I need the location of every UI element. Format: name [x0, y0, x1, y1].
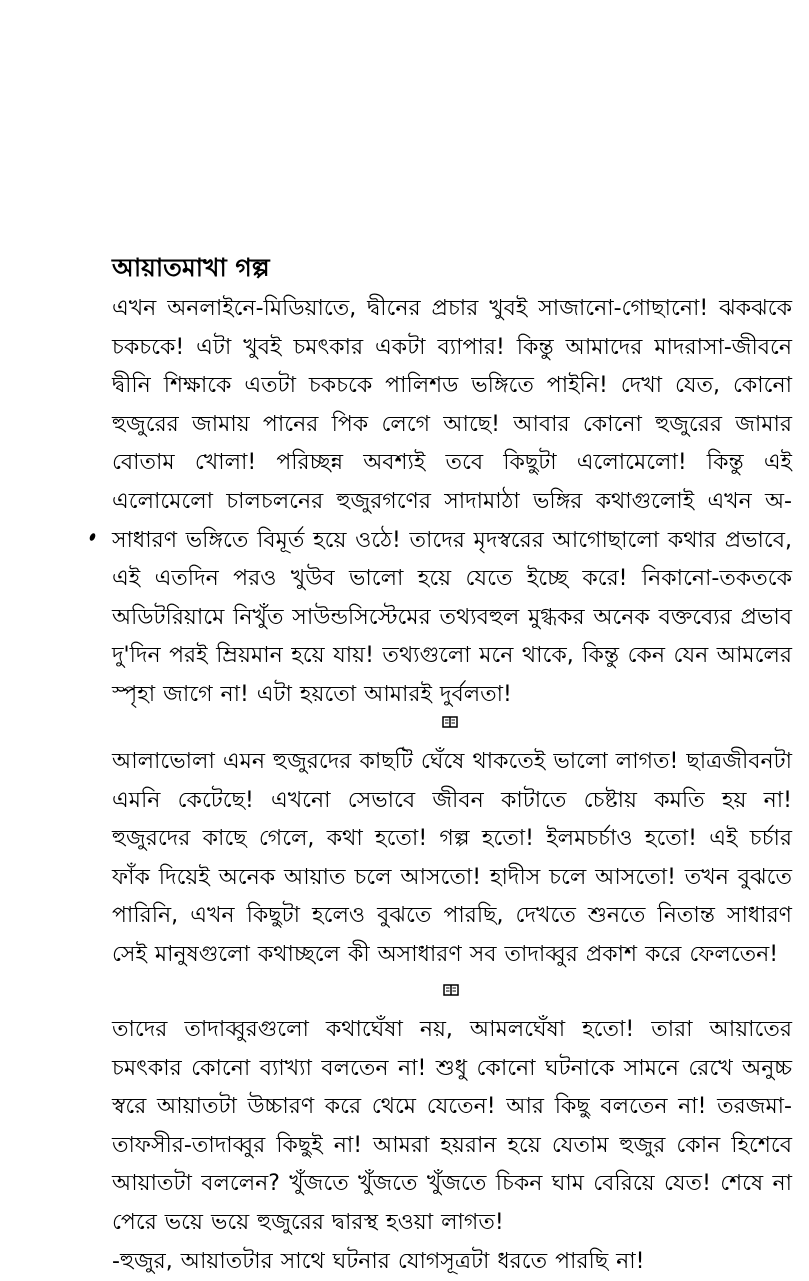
book-ornament-icon — [442, 982, 460, 998]
margin-ink-mark — [89, 532, 97, 541]
chapter-heading: আয়াতমাখা গল্প — [112, 253, 270, 282]
paragraph-1: এখন অনলাইনে-মিডিয়াতে, দ্বীনের প্রচার খুবই সাজানো-গোছানো! ঝকঝকে চকচকে! এটা খুবই চমৎকার একটা ব্যাপার! কিন্তু আমাদের মাদরাসা-জীবনে দ্বীনি শিক্ষাকে এতটা চকচকে পালিশড ভঙ্গিতে পাইনি! দেখা যেত, কোনো হুজুরের জামায় পানের পিক লেগে আছে! আবার কোনো হুজুরের জামার বোতাম খোলা! পরিচ্ছন্ন অবশ্যই তবে কিছুটা এলোমেলো! কিন্তু এই এলোমেলো চালচলনের হুজুরগণের সাদামাঠা ভঙ্গির কথাগুলোই এখন অ-সাধারণ ভঙ্গিতে বিমূর্ত হয়ে ওঠে! তাদের মৃদস্বরের আগোছালো কথার প্রভাবে, এই এতদিন পরও খুউব ভালো হয়ে যেতে ইচ্ছে করে! নিকানো-তকতকে অডিটরিয়ামে নিখুঁত সাউন্ডসিস্টেমের তথ্যবহুল মুগ্ধকর অনেক বক্তব্যের প্রভাব দু'দিন পরই ম্রিয়মান হয়ে যায়! তথ্যগুলো মনে থাকে, কিন্তু কেন যেন আমলের স্পৃহা জাগে না! এটা হয়তো আমারই দুর্বলতা! — [112, 296, 792, 707]
paragraph-3-text: তাদের তাদাব্বুরগুলো কথাঘেঁষা নয়, আমলঘেঁষা হতো! তারা আয়াতের চমৎকার কোনো ব্যাখ্যা বলতেন না! শুধু কোনো ঘটনাকে সামনে রেখে অনুচ্চ স্বরে আয়াতটা উচ্চারণ করে থেমে যেতেন! আর কিছু বলতেন না! তরজমা-তাফসীর-তাদাব্বুর কিছুই না! আমরা হয়রান হয়ে যেতাম হুজুর কোন হিশেবে আয়াতটা বললেন? খুঁজতে খুঁজতে খুঁজতে চিকন ঘাম বেরিয়ে যেত! শেষে না পেরে ভয়ে ভয়ে হুজুরের দ্বারস্থ হওয়া লাগত! — [112, 1017, 792, 1235]
paragraph-2: আলাভোলা এমন হুজুরদের কাছটি ঘেঁষে থাকতেই ভালো লাগত! ছাত্রজীবনটা এমনি কেটেছে! এখনো সেভাবে জীবন কাটাতে চেষ্টায় কমতি হয় না! হুজুরদের কাছে গেলে, কথা হতো! গল্প হতো! ইলমচর্চাও হতো! এই চর্চার ফাঁক দিয়েই অনেক আয়াত চলে আসতো! হাদীস চলে আসতো! তখন বুঝতে পারিনি, এখন কিছুটা হলেও বুঝতে পারছি, দেখতে শুনতে নিতান্ত সাধারণ সেই মানুষগুলো কথাচ্ছলে কী অসাধারণ সব তাদাব্বুর প্রকাশ করে ফেলতেন! — [112, 749, 792, 967]
dialogue-line: -হুজুর, আয়াতটার সাথে ঘটনার যোগসূত্রটা ধরতে পারছি না! — [112, 1248, 645, 1274]
paragraph-3 — [112, 1011, 792, 1281]
book-ornament-icon — [441, 714, 459, 730]
